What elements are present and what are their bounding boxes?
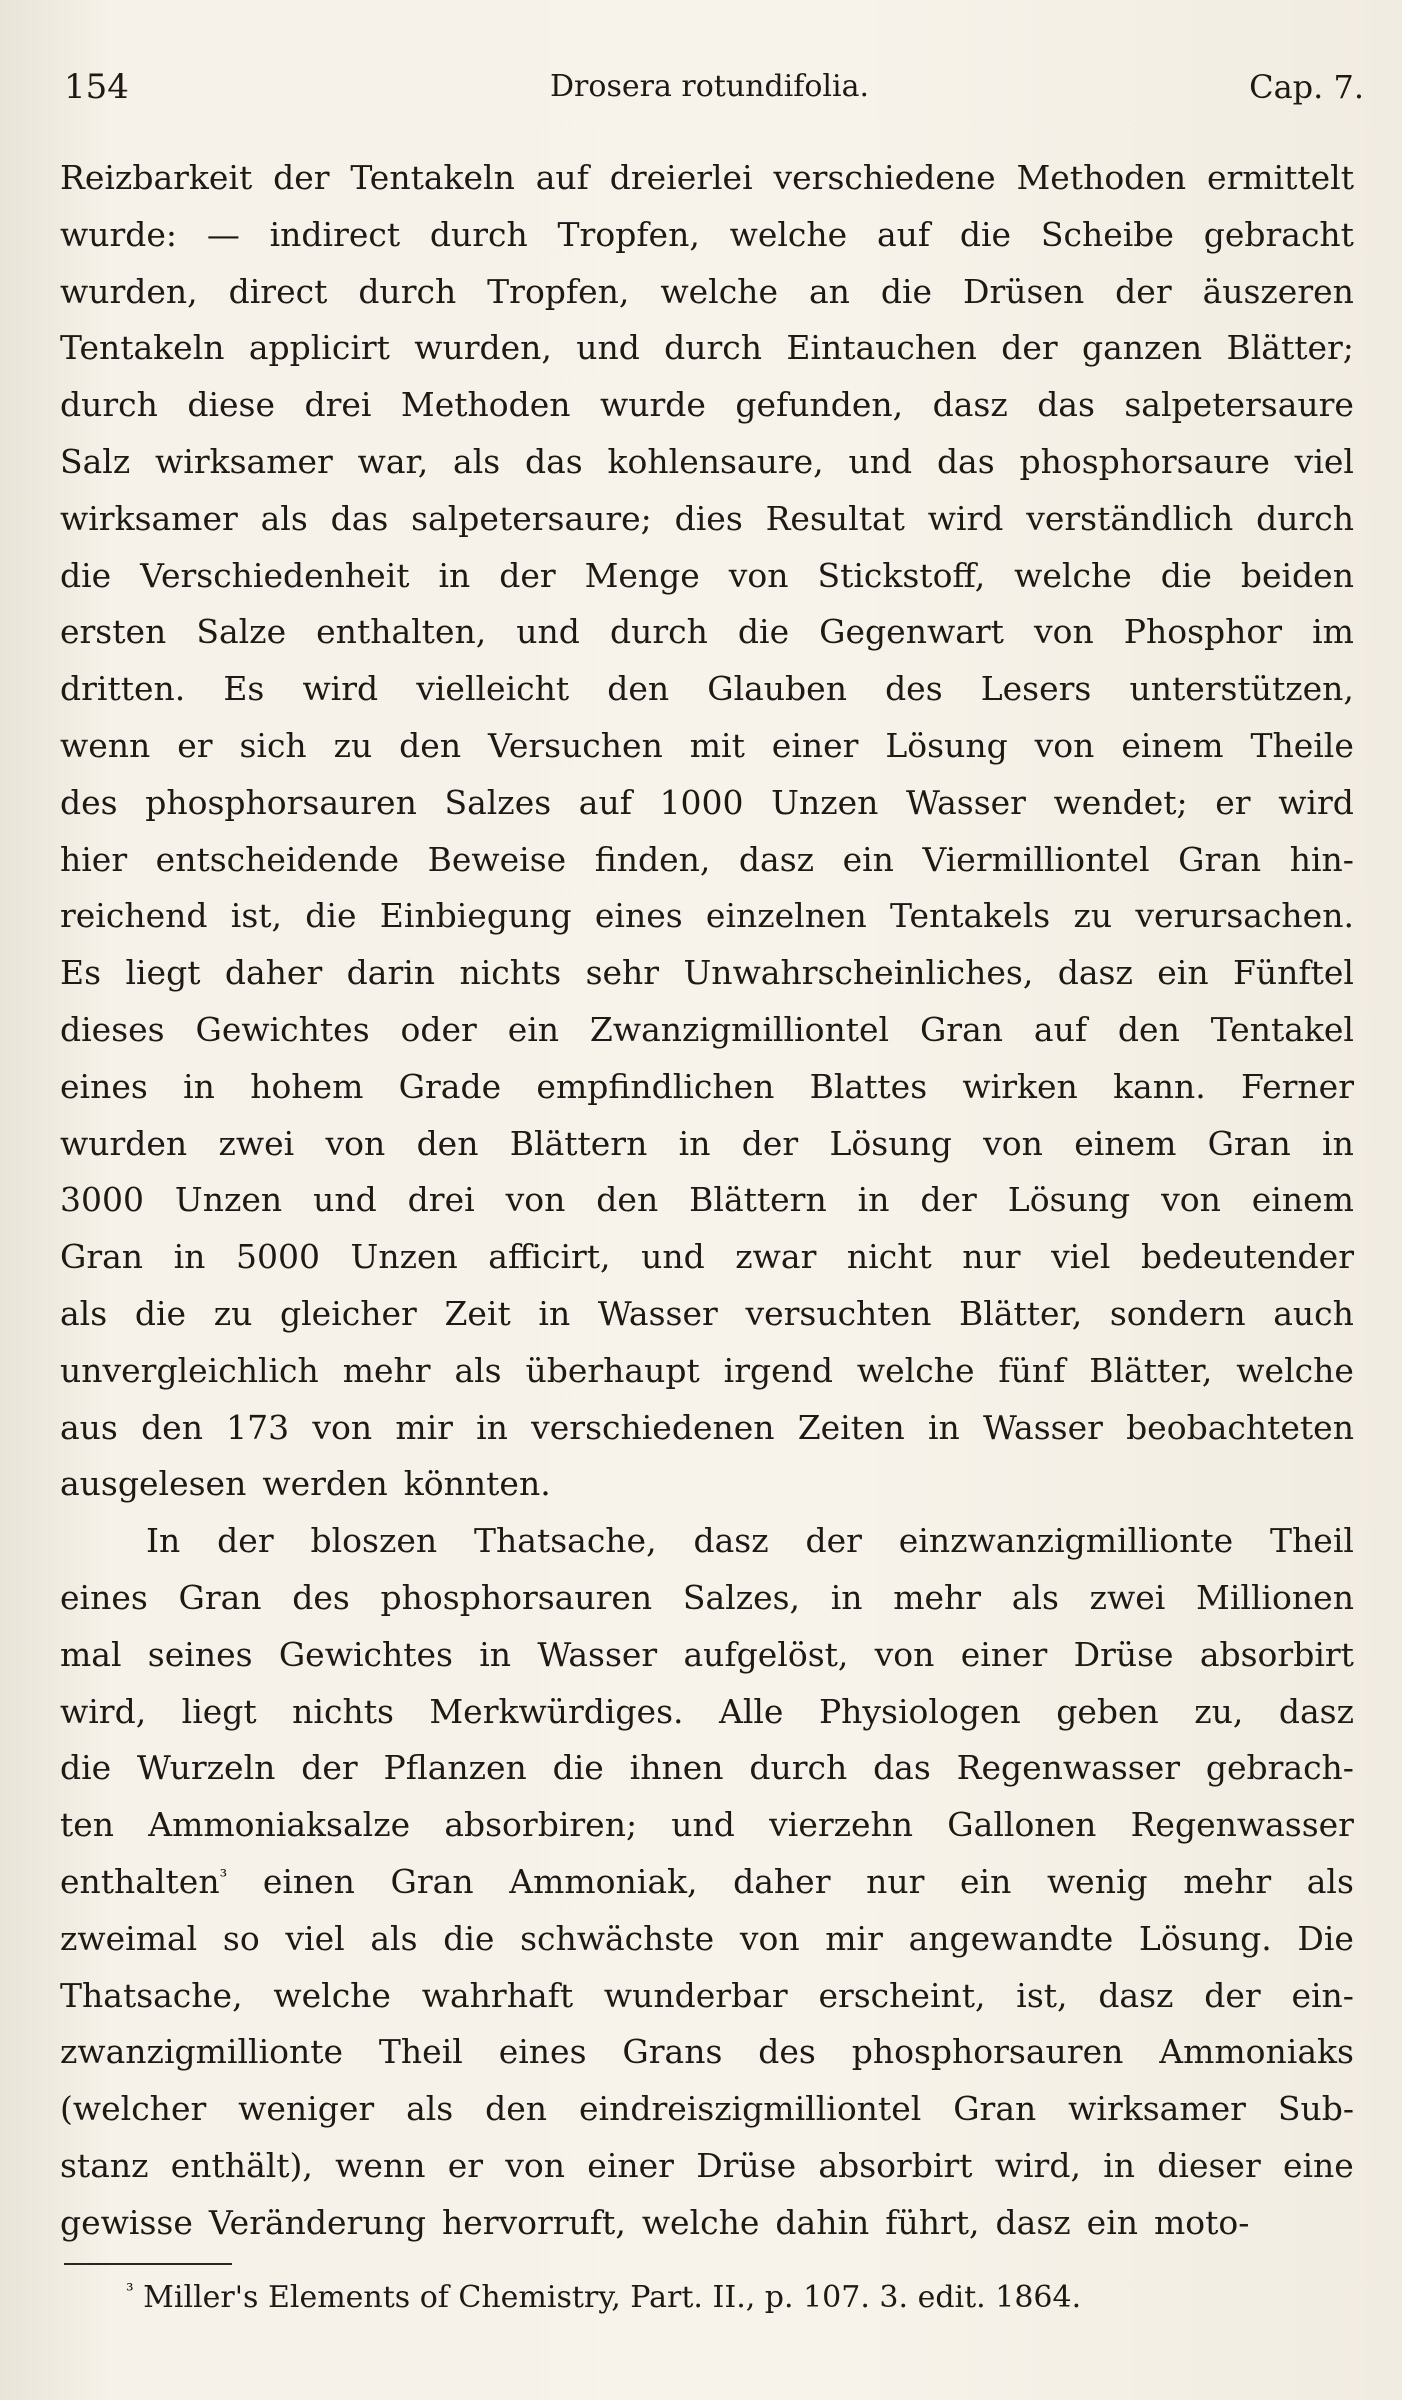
text-line: Es liegt daher darin nichts sehr Unwahrscheinliches, dasz ein Fünftel — [60, 953, 1354, 993]
footnote — [126, 2278, 1081, 2318]
text-line: wurde: — indirect durch Tropfen, welche auf die Scheibe gebracht — [60, 214, 1354, 254]
text-line: hier entscheidende Beweise finden, dasz ein Viermilliontel Gran hin- — [60, 839, 1354, 879]
footnote-marker: ³ — [126, 2280, 134, 2302]
text-line: als die zu gleicher Zeit in Wasser versuchten Blätter, sondern auch — [60, 1293, 1354, 1333]
text-line: ausgelesen werden könnten. — [60, 1464, 551, 1504]
text-line: die Verschiedenheit in der Menge von Stickstoff, welche die beiden — [60, 555, 1354, 595]
text-line: mal seines Gewichtes in Wasser aufgelöst, von einer Drüse absorbirt — [60, 1634, 1354, 1674]
text-line: Reizbarkeit der Tentakeln auf dreierlei verschiedene Methoden ermittelt — [60, 158, 1354, 197]
text-line: eines in hohem Grade empfindlichen Blattes wirken kann. Ferner — [60, 1066, 1354, 1106]
text-line: zweimal so viel als die schwächste von mir angewandte Lösung. Die — [60, 1918, 1354, 1958]
text-line: (welcher weniger als den eindreiszigmilliontel Gran wirksamer Sub- — [60, 2089, 1354, 2129]
footnote-rule — [64, 2263, 232, 2265]
page-header — [64, 62, 1364, 112]
running-title: Drosera rotundifolia. — [550, 69, 870, 104]
text-line: aus den 173 von mir in verschiedenen Zeiten in Wasser beobachteten — [60, 1407, 1354, 1447]
text-line: eines Gran des phosphorsauren Salzes, in mehr als zwei Millionen — [60, 1577, 1354, 1617]
text-line: stanz enthält), wenn er von einer Drüse absorbirt wird, in dieser eine — [60, 2145, 1354, 2185]
text-line: wird, liegt nichts Merkwürdiges. Alle Physiologen geben zu, dasz — [60, 1691, 1354, 1731]
body-text — [60, 150, 1354, 2251]
text-line: des phosphorsauren Salzes auf 1000 Unzen Wasser wendet; er wird — [60, 782, 1354, 822]
text-line: Thatsache, welche wahrhaft wunderbar erscheint, ist, dasz der ein- — [60, 1975, 1354, 2015]
page-number: 154 — [64, 67, 129, 107]
text-line: Salz wirksamer war, als das kohlensaure, und das phosphorsaure viel — [60, 441, 1354, 481]
text-line: enthalten$^{^3}$ einen Gran Ammoniak, daher nur ein wenig mehr als — [60, 1861, 1354, 1901]
text-line: reichend ist, die Einbiegung eines einzelnen Tentakels zu verursachen. — [60, 896, 1354, 936]
text-line: durch diese drei Methoden wurde gefunden, dasz das salpetersaure — [60, 385, 1354, 425]
text-line: wurden zwei von den Blättern in der Lösung von einem Gran in — [60, 1123, 1354, 1163]
text-line: dieses Gewichtes oder ein Zwanzigmilliontel Gran auf den Tentakel — [60, 1009, 1354, 1049]
text-line: wurden, direct durch Tropfen, welche an die Drüsen der äuszeren — [60, 271, 1354, 311]
text-line: In der bloszen Thatsache, dasz der einzwanzigmillionte Theil — [146, 1521, 1354, 1561]
text-line: dritten. Es wird vielleicht den Glauben des Lesers unterstützen, — [60, 669, 1354, 709]
text-line: gewisse Veränderung hervorruft, welche dahin führt, dasz ein moto- — [60, 2202, 1250, 2242]
footnote-text: Miller's Elements of Chemistry, Part. II., p. 107. 3. edit. 1864. — [143, 2280, 1082, 2315]
text-line: wirksamer als das salpetersaure; dies Resultat wird verständlich durch — [60, 498, 1354, 538]
text-line: 3000 Unzen und drei von den Blättern in der Lösung von einem — [60, 1180, 1354, 1220]
text-line: Tentakeln applicirt wurden, und durch Eintauchen der ganzen Blätter; — [60, 328, 1354, 368]
chapter-label: Cap. 7. — [1249, 68, 1364, 106]
text-line: unvergleichlich mehr als überhaupt irgend welche fünf Blätter, welche — [60, 1350, 1354, 1390]
text-line: ten Ammoniaksalze absorbiren; und vierzehn Gallonen Regenwasser — [60, 1805, 1354, 1845]
text-line: zwanzigmillionte Theil eines Grans des phosphorsauren Ammoniaks — [60, 2032, 1354, 2072]
text-line: die Wurzeln der Pflanzen die ihnen durch das Regenwasser gebrach- — [60, 1748, 1354, 1788]
text-line: ersten Salze enthalten, und durch die Gegenwart von Phosphor im — [60, 612, 1354, 652]
text-line: wenn er sich zu den Versuchen mit einer Lösung von einem Theile — [60, 725, 1354, 765]
text-line: Gran in 5000 Unzen afficirt, und zwar nicht nur viel bedeutender — [60, 1237, 1354, 1277]
